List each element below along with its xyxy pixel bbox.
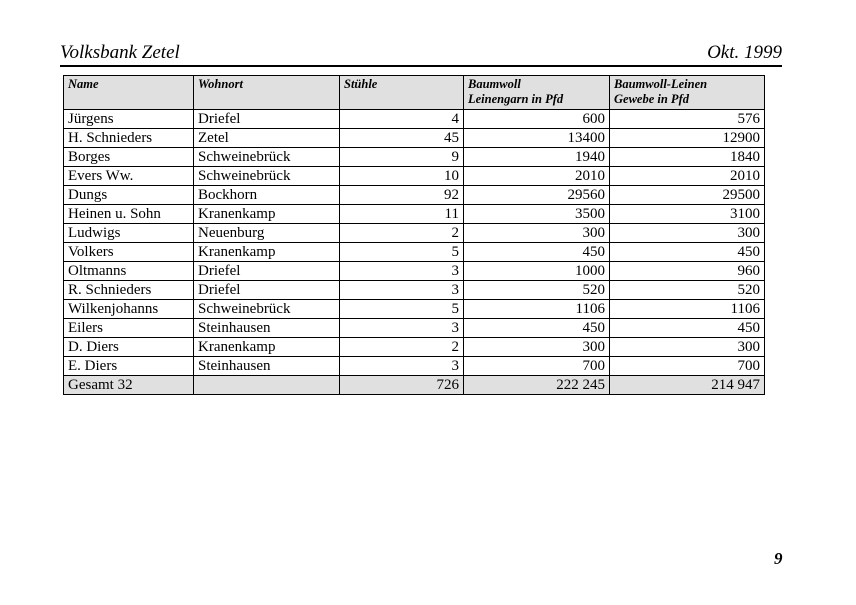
cell-name: Oltmanns: [64, 262, 194, 281]
cell-leinengarn: 600: [464, 110, 610, 129]
cell-wohnort: Kranenkamp: [194, 243, 340, 262]
cell-wohnort: Driefel: [194, 262, 340, 281]
cell-stuehle: 5: [340, 300, 464, 319]
table-row: [64, 186, 765, 205]
cell-gewebe: 576: [610, 110, 765, 129]
cell-stuehle: 5: [340, 243, 464, 262]
table-row: [64, 148, 765, 167]
cell-gewebe: 960: [610, 262, 765, 281]
cell-stuehle: 2: [340, 224, 464, 243]
column-header-stuehle: Stühle: [340, 76, 464, 110]
cell-gewebe: 3100: [610, 205, 765, 224]
cell-leinengarn: 300: [464, 338, 610, 357]
cell-wohnort: Steinhausen: [194, 319, 340, 338]
total-stuehle: 726: [340, 376, 464, 395]
cell-wohnort: Driefel: [194, 110, 340, 129]
cell-stuehle: 11: [340, 205, 464, 224]
page-number: 9: [774, 549, 783, 568]
cell-name: H. Schnieders: [64, 129, 194, 148]
cell-stuehle: 3: [340, 319, 464, 338]
cell-wohnort: Kranenkamp: [194, 205, 340, 224]
table-row: [64, 243, 765, 262]
cell-leinengarn: 1940: [464, 148, 610, 167]
table-header-row: [64, 76, 765, 110]
cell-gewebe: 450: [610, 319, 765, 338]
table-row: [64, 205, 765, 224]
table-row: [64, 262, 765, 281]
column-header-gewebe: Baumwoll-Leinen Gewebe in Pfd: [610, 76, 765, 110]
cell-gewebe: 2010: [610, 167, 765, 186]
cell-name: Jürgens: [64, 110, 194, 129]
table-row: [64, 338, 765, 357]
column-header-name: Name: [64, 76, 194, 110]
cell-leinengarn: 450: [464, 319, 610, 338]
data-table: [63, 75, 765, 395]
cell-leinengarn: 300: [464, 224, 610, 243]
cell-gewebe: 450: [610, 243, 765, 262]
table-body: [64, 110, 765, 376]
cell-gewebe: 1106: [610, 300, 765, 319]
cell-leinengarn: 700: [464, 357, 610, 376]
cell-gewebe: 300: [610, 224, 765, 243]
cell-gewebe: 12900: [610, 129, 765, 148]
cell-stuehle: 3: [340, 281, 464, 300]
cell-gewebe: 520: [610, 281, 765, 300]
cell-wohnort: Schweinebrück: [194, 148, 340, 167]
cell-name: Volkers: [64, 243, 194, 262]
cell-name: E. Diers: [64, 357, 194, 376]
table-row: [64, 357, 765, 376]
table-row: [64, 129, 765, 148]
cell-leinengarn: 450: [464, 243, 610, 262]
cell-stuehle: 3: [340, 262, 464, 281]
cell-stuehle: 9: [340, 148, 464, 167]
header-rule: [60, 65, 782, 67]
cell-leinengarn: 1106: [464, 300, 610, 319]
cell-wohnort: Driefel: [194, 281, 340, 300]
column-header-leinengarn: Baumwoll Leinengarn in Pfd: [464, 76, 610, 110]
cell-stuehle: 92: [340, 186, 464, 205]
table-row: [64, 281, 765, 300]
header-title: Volksbank Zetel: [60, 42, 180, 63]
cell-name: Dungs: [64, 186, 194, 205]
cell-leinengarn: 520: [464, 281, 610, 300]
cell-name: Ludwigs: [64, 224, 194, 243]
table-row: [64, 319, 765, 338]
total-row: [64, 376, 765, 395]
cell-name: Eilers: [64, 319, 194, 338]
cell-name: Heinen u. Sohn: [64, 205, 194, 224]
cell-leinengarn: 3500: [464, 205, 610, 224]
cell-leinengarn: 2010: [464, 167, 610, 186]
cell-name: R. Schnieders: [64, 281, 194, 300]
cell-wohnort: Kranenkamp: [194, 338, 340, 357]
cell-leinengarn: 29560: [464, 186, 610, 205]
table-row: [64, 224, 765, 243]
cell-gewebe: 300: [610, 338, 765, 357]
cell-name: Wilkenjohanns: [64, 300, 194, 319]
cell-leinengarn: 1000: [464, 262, 610, 281]
cell-wohnort: Neuenburg: [194, 224, 340, 243]
cell-wohnort: Bockhorn: [194, 186, 340, 205]
cell-gewebe: 700: [610, 357, 765, 376]
cell-wohnort: Schweinebrück: [194, 300, 340, 319]
total-leinengarn: 222 245: [464, 376, 610, 395]
table-row: [64, 300, 765, 319]
total-gewebe: 214 947: [610, 376, 765, 395]
cell-stuehle: 4: [340, 110, 464, 129]
cell-name: Evers Ww.: [64, 167, 194, 186]
cell-wohnort: Zetel: [194, 129, 340, 148]
total-wohnort: [194, 376, 340, 395]
cell-wohnort: Schweinebrück: [194, 167, 340, 186]
cell-stuehle: 3: [340, 357, 464, 376]
cell-wohnort: Steinhausen: [194, 357, 340, 376]
column-header-wohnort: Wohnort: [194, 76, 340, 110]
table-row: [64, 167, 765, 186]
cell-stuehle: 10: [340, 167, 464, 186]
total-label: Gesamt 32: [64, 376, 194, 395]
cell-gewebe: 29500: [610, 186, 765, 205]
table-row: [64, 110, 765, 129]
cell-name: D. Diers: [64, 338, 194, 357]
cell-gewebe: 1840: [610, 148, 765, 167]
cell-stuehle: 45: [340, 129, 464, 148]
cell-stuehle: 2: [340, 338, 464, 357]
cell-name: Borges: [64, 148, 194, 167]
cell-leinengarn: 13400: [464, 129, 610, 148]
header-date: Okt. 1999: [707, 42, 782, 63]
